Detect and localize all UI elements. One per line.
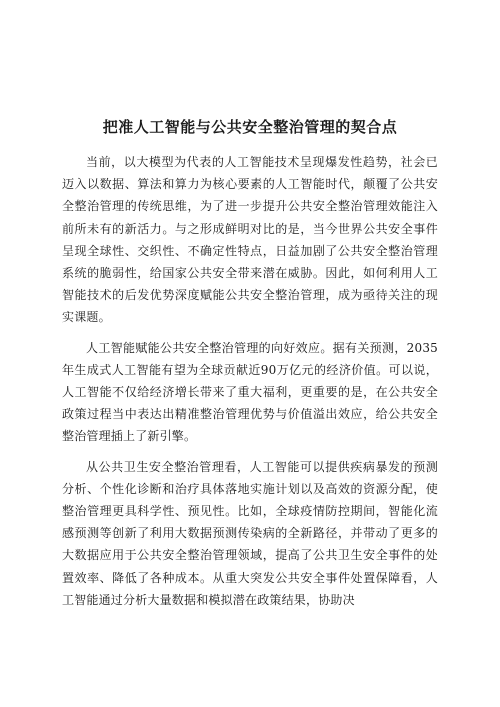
paragraph-1: 当前，以大模型为代表的人工智能技术呈现爆发性趋势，社会已迈入以数据、算法和算力为核心要素的人工智能时代，颠覆了公共安全整治管理的传统思维，为了进一步提升公共安全整治管理效能注入前所未有的新活力。与之形成鲜明对比的是，当今世界公共安全事件呈现全球性、交织性、不确定性特点，日益加剧了公共安全整治管理系统的脆弱性，给国家公共安全带来潜在威胁。因此，如何利用人工智能技术的后发优势深度赋能公共安全整治管理，成为亟待关注的现实课题。: [62, 155, 438, 325]
paragraph-3: 从公共卫生安全整治管理看，人工智能可以提供疾病暴发的预测分析、个性化诊断和治疗具体落地实施计划以及高效的资源分配，使整治管理更具科学性、预见性。比如，全球疫情防控期间，智能化流感预测等创新了利用大数据预测传染病的全新路径，并带动了更多的大数据应用于公共安全整治管理领域，提高了公共卫生安全事件的处置效率、降低了各种成本。从重大突发公共安全事件处置保障看，人工智能通过分析大量数据和模拟潜在政策结果，协助决: [62, 459, 438, 607]
document-title: 把准人工智能与公共安全整治管理的契合点: [102, 118, 398, 136]
paragraph-2: 人工智能赋能公共安全整治管理的向好效应。据有关预测，2035年生成式人工智能有望为全球贡献近90万亿元的经济价值。可以说，人工智能不仅给经济增长带来了重大福利，更重要的是，在公共安全政策过程当中表达出精准整治管理优势与价值溢出效应，给公共安全整治管理插上了新引擎。: [62, 340, 438, 444]
